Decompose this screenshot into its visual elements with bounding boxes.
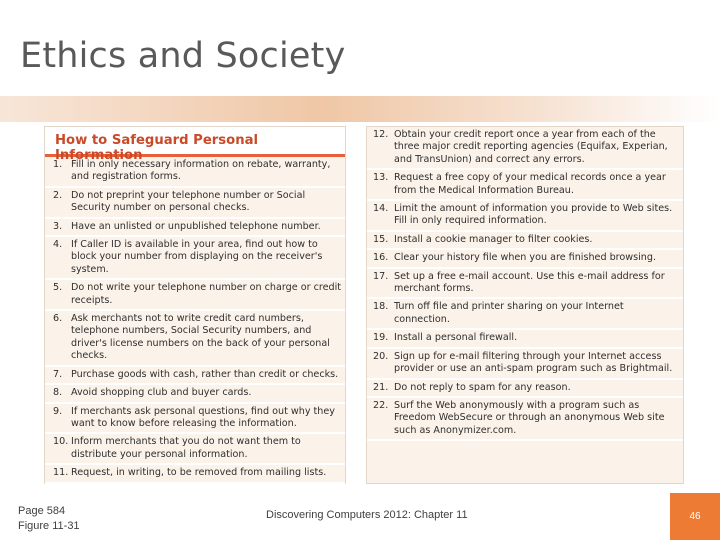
item-text: Limit the amount of information you provide to Web sites. Fill in only required information.: [394, 203, 673, 227]
list-item: [45, 280, 345, 311]
list-item: [367, 269, 683, 300]
item-text: Do not preprint your telephone number or Social Security number on personal checks.: [71, 189, 306, 214]
item-text: Request a free copy of your medical records once a year from the Medical Information Bureau.: [394, 172, 666, 196]
item-text: Do not reply to spam for any reason.: [394, 381, 571, 393]
list-item: [45, 367, 345, 385]
list-item: [367, 250, 683, 268]
list-item: [45, 311, 345, 367]
item-text: Clear your history file when you are finished browsing.: [394, 252, 657, 264]
item-text: Purchase goods with cash, rather than credit or checks.: [71, 368, 339, 380]
list-item: [45, 188, 345, 219]
slide-number-badge: 46: [670, 493, 720, 540]
item-number: 8.: [53, 387, 63, 399]
item-text: Obtain your credit report once a year from each of the three major credit reporting agencies (Equifax, Experian, and TransUnion) and correct any errors.: [394, 129, 668, 165]
list-item: [367, 349, 683, 380]
item-number: 19.: [373, 332, 389, 344]
figure-number: Figure 11-31: [18, 520, 80, 532]
item-number: 9.: [53, 405, 63, 417]
list-item: [367, 232, 683, 250]
slide-title: Ethics and Society: [20, 36, 346, 76]
item-number: 1.: [53, 159, 63, 170]
list-item: [367, 398, 683, 441]
list-item: [45, 434, 345, 465]
list-item: [45, 219, 345, 237]
list-item: [367, 380, 683, 398]
item-text: Set up a free e-mail account. Use this e-mail address for merchant forms.: [394, 270, 665, 295]
item-number: 2.: [53, 189, 63, 201]
list-item: [45, 404, 345, 435]
item-number: 20.: [373, 350, 389, 362]
item-text: Sign up for e-mail filtering through your Internet access provider or use an anti-spam program such as Brightmail.: [394, 350, 673, 375]
item-text: Request, in writing, to be removed from mailing lists.: [71, 467, 327, 479]
item-number: 22.: [373, 399, 389, 411]
item-text: If Caller ID is available in your area, find out how to block your number from displaying on the receiver's system.: [71, 239, 323, 275]
figure-reference: [18, 504, 80, 534]
item-number: 10.: [53, 436, 69, 448]
item-number: 21.: [373, 381, 389, 393]
safeguard-list-left: [44, 126, 346, 484]
item-number: 5.: [53, 282, 63, 294]
list-item: [45, 465, 345, 483]
item-text: Have an unlisted or unpublished telephone number.: [71, 220, 321, 232]
left-item-list: [45, 157, 345, 484]
list-item: [45, 157, 345, 188]
item-text: Install a cookie manager to filter cookies.: [394, 233, 593, 245]
item-text: Fill in only necessary information on rebate, warranty, and registration forms.: [71, 159, 331, 183]
list-item: [367, 170, 683, 201]
item-number: 11.: [53, 467, 69, 479]
item-number: 7.: [53, 368, 63, 380]
item-number: 15.: [373, 233, 389, 245]
item-text: Ask merchants not to write credit card numbers, telephone numbers, Social Security numbers, and driver's license numbers on the back of your personal checks.: [71, 313, 330, 362]
list-item: [367, 299, 683, 330]
page-reference: Page 584: [18, 505, 66, 517]
safeguard-list-right: [366, 126, 684, 484]
item-number: 12.: [373, 129, 389, 140]
item-number: 16.: [373, 252, 389, 264]
item-text: Turn off file and printer sharing on your Internet connection.: [394, 301, 624, 325]
footer-caption: Discovering Computers 2012: Chapter 11: [266, 509, 468, 521]
list-item: [45, 385, 345, 403]
item-number: 14.: [373, 203, 389, 215]
item-text: If merchants ask personal questions, find out why they want to know before releasing the information.: [71, 405, 335, 429]
figure-heading: How to Safeguard Personal Information: [45, 127, 345, 157]
list-item: [45, 237, 345, 280]
item-text: Do not write your telephone number on charge or credit receipts.: [71, 282, 341, 306]
item-text: Install a personal firewall.: [394, 332, 518, 344]
list-item: [367, 201, 683, 232]
item-number: 6.: [53, 313, 63, 325]
item-number: 13.: [373, 172, 389, 184]
item-number: 17.: [373, 270, 389, 282]
right-item-list: [367, 127, 683, 441]
list-item: [367, 330, 683, 348]
item-text: Inform merchants that you do not want them to distribute your personal information.: [71, 436, 301, 460]
item-text: Avoid shopping club and buyer cards.: [71, 387, 252, 399]
list-item: [367, 127, 683, 170]
title-accent-band: [0, 96, 720, 122]
item-number: 3.: [53, 220, 63, 232]
item-number: 18.: [373, 301, 389, 313]
item-text: Surf the Web anonymously with a program such as Freedom WebSecure or through an anonymous Web site such as Anonymizer.com.: [394, 399, 665, 436]
item-number: 4.: [53, 239, 63, 251]
